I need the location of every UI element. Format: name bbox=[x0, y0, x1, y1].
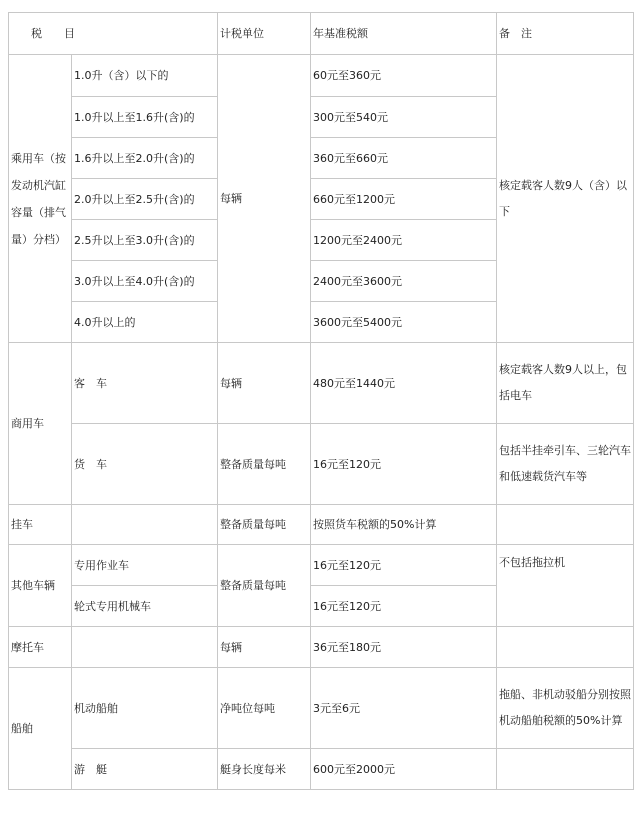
motor-ship-item: 机动船舶 bbox=[72, 668, 218, 749]
bus-item: 客 车 bbox=[72, 343, 218, 424]
commercial-category: 商用车 bbox=[9, 343, 72, 505]
truck-item: 货 车 bbox=[72, 424, 218, 505]
motor-ship-unit: 净吨位每吨 bbox=[218, 668, 311, 749]
motorcycle-amount: 36元至180元 bbox=[311, 627, 497, 668]
truck-remark: 包括半挂牵引车、三轮汽车和低速载货汽车等 bbox=[497, 424, 634, 505]
motorcycle-remark bbox=[497, 627, 634, 668]
header-unit: 计税单位 bbox=[218, 13, 311, 55]
header-base-tax: 年基准税额 bbox=[311, 13, 497, 55]
header-tax-item: 税 目 bbox=[9, 13, 218, 55]
trailer-remark bbox=[497, 505, 634, 545]
table-row bbox=[9, 545, 634, 586]
passenger-amount: 2400元至3600元 bbox=[311, 261, 497, 302]
other-item: 专用作业车 bbox=[72, 545, 218, 586]
ship-category: 船舶 bbox=[9, 668, 72, 790]
table-row bbox=[9, 627, 634, 668]
passenger-item: 4.0升以上的 bbox=[72, 302, 218, 343]
passenger-remark: 核定载客人数9人（含）以下 bbox=[497, 55, 634, 343]
table-row bbox=[9, 55, 634, 97]
table-row bbox=[9, 668, 634, 749]
table-row bbox=[9, 343, 634, 424]
motorcycle-category: 摩托车 bbox=[9, 627, 72, 668]
truck-amount: 16元至120元 bbox=[311, 424, 497, 505]
passenger-item: 1.6升以上至2.0升(含)的 bbox=[72, 138, 218, 179]
trailer-unit: 整备质量每吨 bbox=[218, 505, 311, 545]
table-row bbox=[9, 424, 634, 505]
table-row bbox=[9, 505, 634, 545]
passenger-amount: 300元至540元 bbox=[311, 97, 497, 138]
passenger-item: 2.0升以上至2.5升(含)的 bbox=[72, 179, 218, 220]
passenger-item: 1.0升（含）以下的 bbox=[72, 55, 218, 97]
other-category: 其他车辆 bbox=[9, 545, 72, 627]
truck-unit: 整备质量每吨 bbox=[218, 424, 311, 505]
passenger-amount: 1200元至2400元 bbox=[311, 220, 497, 261]
passenger-unit: 每辆 bbox=[218, 55, 311, 343]
bus-remark: 核定载客人数9人以上，包括电车 bbox=[497, 343, 634, 424]
motor-ship-amount: 3元至6元 bbox=[311, 668, 497, 749]
passenger-amount: 3600元至5400元 bbox=[311, 302, 497, 343]
passenger-item: 2.5升以上至3.0升(含)的 bbox=[72, 220, 218, 261]
motorcycle-item bbox=[72, 627, 218, 668]
yacht-amount: 600元至2000元 bbox=[311, 749, 497, 790]
vehicle-tax-table-container bbox=[8, 12, 634, 790]
passenger-category: 乘用车（按发动机汽缸容量（排气量）分档） bbox=[9, 55, 72, 343]
other-amount: 16元至120元 bbox=[311, 545, 497, 586]
motorcycle-unit: 每辆 bbox=[218, 627, 311, 668]
passenger-amount: 60元至360元 bbox=[311, 55, 497, 97]
other-item: 轮式专用机械车 bbox=[72, 586, 218, 627]
bus-amount: 480元至1440元 bbox=[311, 343, 497, 424]
other-amount: 16元至120元 bbox=[311, 586, 497, 627]
trailer-item bbox=[72, 505, 218, 545]
table-header-row bbox=[9, 13, 634, 55]
passenger-item: 3.0升以上至4.0升(含)的 bbox=[72, 261, 218, 302]
yacht-remark bbox=[497, 749, 634, 790]
ship-remark: 拖船、非机动驳船分别按照机动船舶税额的50%计算 bbox=[497, 668, 634, 749]
yacht-unit: 艇身长度每米 bbox=[218, 749, 311, 790]
passenger-item: 1.0升以上至1.6升(含)的 bbox=[72, 97, 218, 138]
passenger-amount: 660元至1200元 bbox=[311, 179, 497, 220]
other-unit: 整备质量每吨 bbox=[218, 545, 311, 627]
header-remark: 备 注 bbox=[497, 13, 634, 55]
table-row bbox=[9, 749, 634, 790]
passenger-amount: 360元至660元 bbox=[311, 138, 497, 179]
yacht-item: 游 艇 bbox=[72, 749, 218, 790]
trailer-category: 挂车 bbox=[9, 505, 72, 545]
vehicle-tax-table bbox=[8, 12, 634, 790]
bus-unit: 每辆 bbox=[218, 343, 311, 424]
other-remark: 不包括拖拉机 bbox=[497, 545, 634, 627]
trailer-amount: 按照货车税额的50%计算 bbox=[311, 505, 497, 545]
